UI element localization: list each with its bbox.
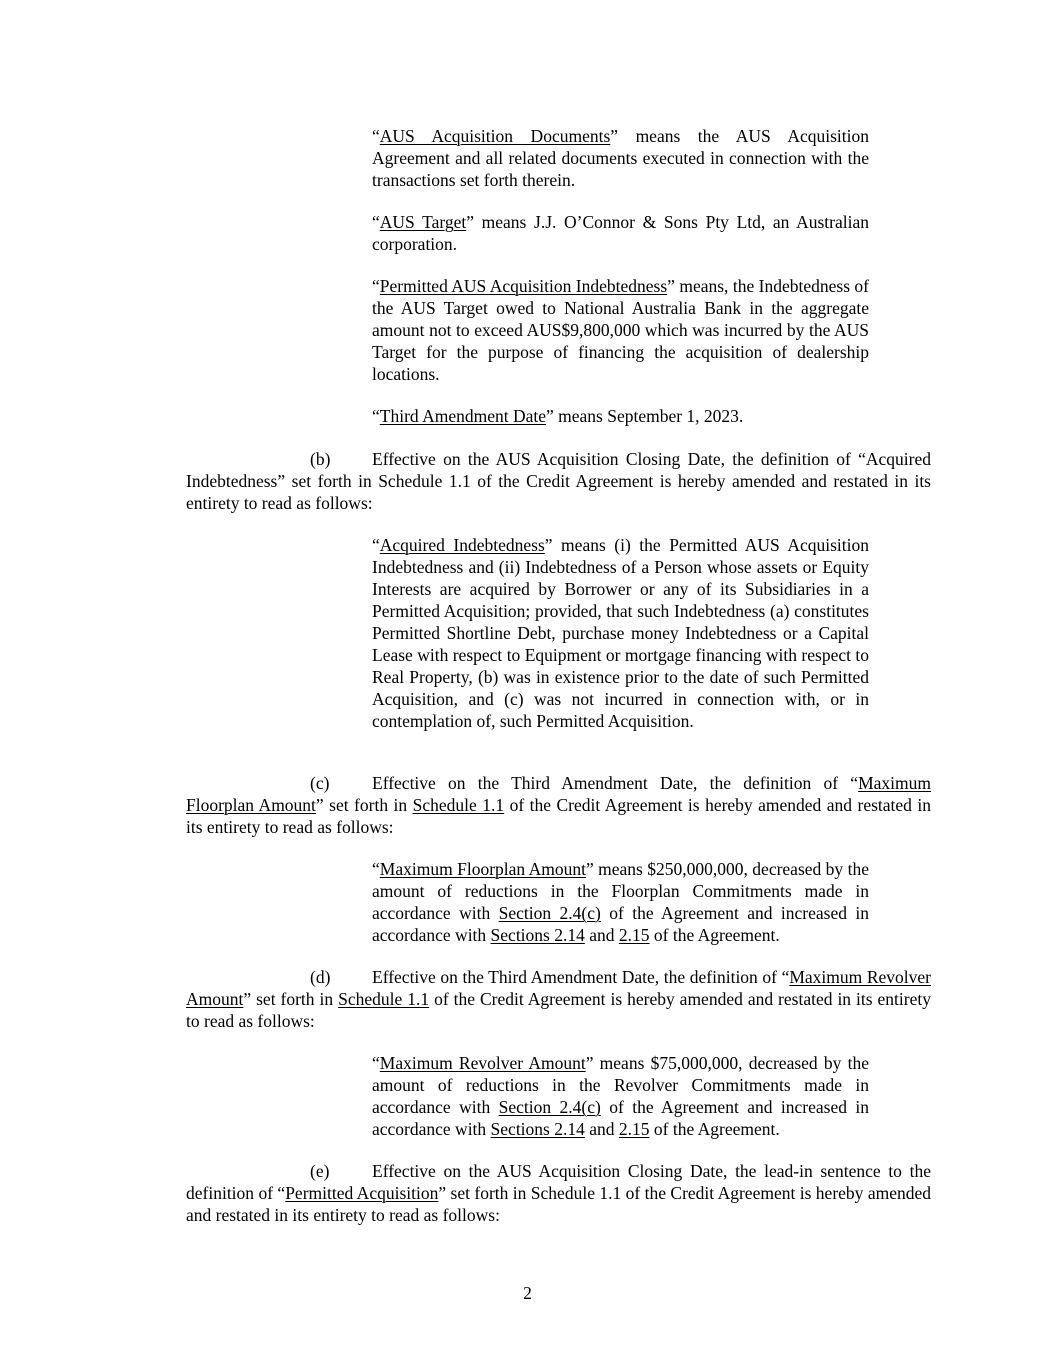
defined-term: Third Amendment Date [379, 406, 546, 426]
cross-reference: Schedule 1.1 [338, 989, 430, 1009]
definition-aus-target: “AUS Target” means J.J. O’Connor & Sons Pty Ltd, an Australian corporation. [372, 212, 869, 254]
defined-term: Acquired Indebtedness [379, 535, 545, 555]
defined-term: Maximum Floorplan Amount [379, 859, 586, 879]
defined-term: AUS Target [379, 212, 467, 232]
defined-term: AUS Acquisition Documents [379, 126, 611, 146]
defined-term: Permitted AUS Acquisition Indebtedness [379, 276, 668, 296]
cross-reference: Schedule 1.1 [412, 795, 505, 815]
definition-permitted-aus-acquisition-indebtedness: “Permitted AUS Acquisition Indebtedness” means, the Indebtedness of the AUS Target owed to National Australia Bank in the aggregate amount not to exceed AUS$9,800,000 which was incurred by the AUS Target for the purpose of financing the acquisition of dealership locations. [372, 276, 869, 384]
paragraph-label: (c) [310, 773, 330, 793]
paragraph-b: (b) Effective on the AUS Acquisition Closing Date, the definition of “Acquired Indebtedness” set forth in Schedule 1.1 of the Credit Agreement is hereby amended and restated in its entirety to read as follows: [186, 449, 931, 513]
page-number: 2 [523, 1283, 532, 1303]
paragraph-label: (b) [310, 449, 331, 469]
paragraph-e: (e) Effective on the AUS Acquisition Closing Date, the lead-in sentence to the definition of “Permitted Acquisition” set forth in Schedule 1.1 of the Credit Agreement is hereby amended and restated in its entirety to read as follows: [186, 1161, 931, 1225]
definition-aus-acquisition-documents: “AUS Acquisition Documents” means the AUS Acquisition Agreement and all related documents executed in connection with the transactions set forth therein. [372, 126, 869, 190]
definition-acquired-indebtedness: “Acquired Indebtedness” means (i) the Permitted AUS Acquisition Indebtedness and (ii) Indebtedness of a Person whose assets or Equity Interests are acquired by Borrower or any of its Subsidiaries in a Permitted Acquisition; provided, that such Indebtedness (a) constitutes Permitted Shortline Debt, purchase money Indebtedness or a Capital Lease with respect to Equipment or mortgage financing with respect to Real Property, (b) was in existence prior to the date of such Permitted Acquisition, and (c) was not incurred in connection with, or in contemplation of, such Permitted Acquisition. [372, 535, 870, 731]
paragraph-d: (d) Effective on the Third Amendment Date, the definition of “Maximum Revolver Amount” set forth in Schedule 1.1 of the Credit Agreement is hereby amended and restated in its entirety to read as follows: [186, 967, 932, 1031]
cross-reference: 2.15 [618, 1119, 650, 1139]
cross-reference: Sections 2.14 [490, 1119, 585, 1139]
cross-reference: Sections 2.14 [490, 925, 585, 945]
cross-reference: Section 2.4(c) [498, 903, 601, 923]
defined-term: Permitted Acquisition [285, 1183, 439, 1203]
defined-term: Maximum Revolver Amount [379, 1053, 586, 1073]
cross-reference: Section 2.4(c) [498, 1097, 601, 1117]
definition-maximum-floorplan-amount: “Maximum Floorplan Amount” means $250,000,000, decreased by the amount of reductions in the Floorplan Commitments made in accordance with Section 2.4(c) of the Agreement and increased in accordance with Sections 2.14 and 2.15 of the Agreement. [372, 859, 869, 945]
defined-term: Maximum Floorplan Amount [186, 773, 931, 815]
definition-maximum-revolver-amount: “Maximum Revolver Amount” means $75,000,000, decreased by the amount of reductions in the Revolver Commitments made in accordance with Section 2.4(c) of the Agreement and increased in accordance with Sections 2.14 and 2.15 of the Agreement. [372, 1053, 869, 1139]
paragraph-label: (d) [310, 967, 331, 987]
paragraph-c: (c) Effective on the Third Amendment Date, the definition of “Maximum Floorplan Amount” set forth in Schedule 1.1 of the Credit Agreement is hereby amended and restated in its entirety to read as follows: [186, 773, 931, 837]
definition-third-amendment-date: “Third Amendment Date” means September 1, 2023. [372, 406, 744, 426]
paragraph-label: (e) [310, 1161, 330, 1181]
defined-term: Maximum Revolver Amount [186, 967, 932, 1009]
cross-reference: 2.15 [618, 925, 650, 945]
